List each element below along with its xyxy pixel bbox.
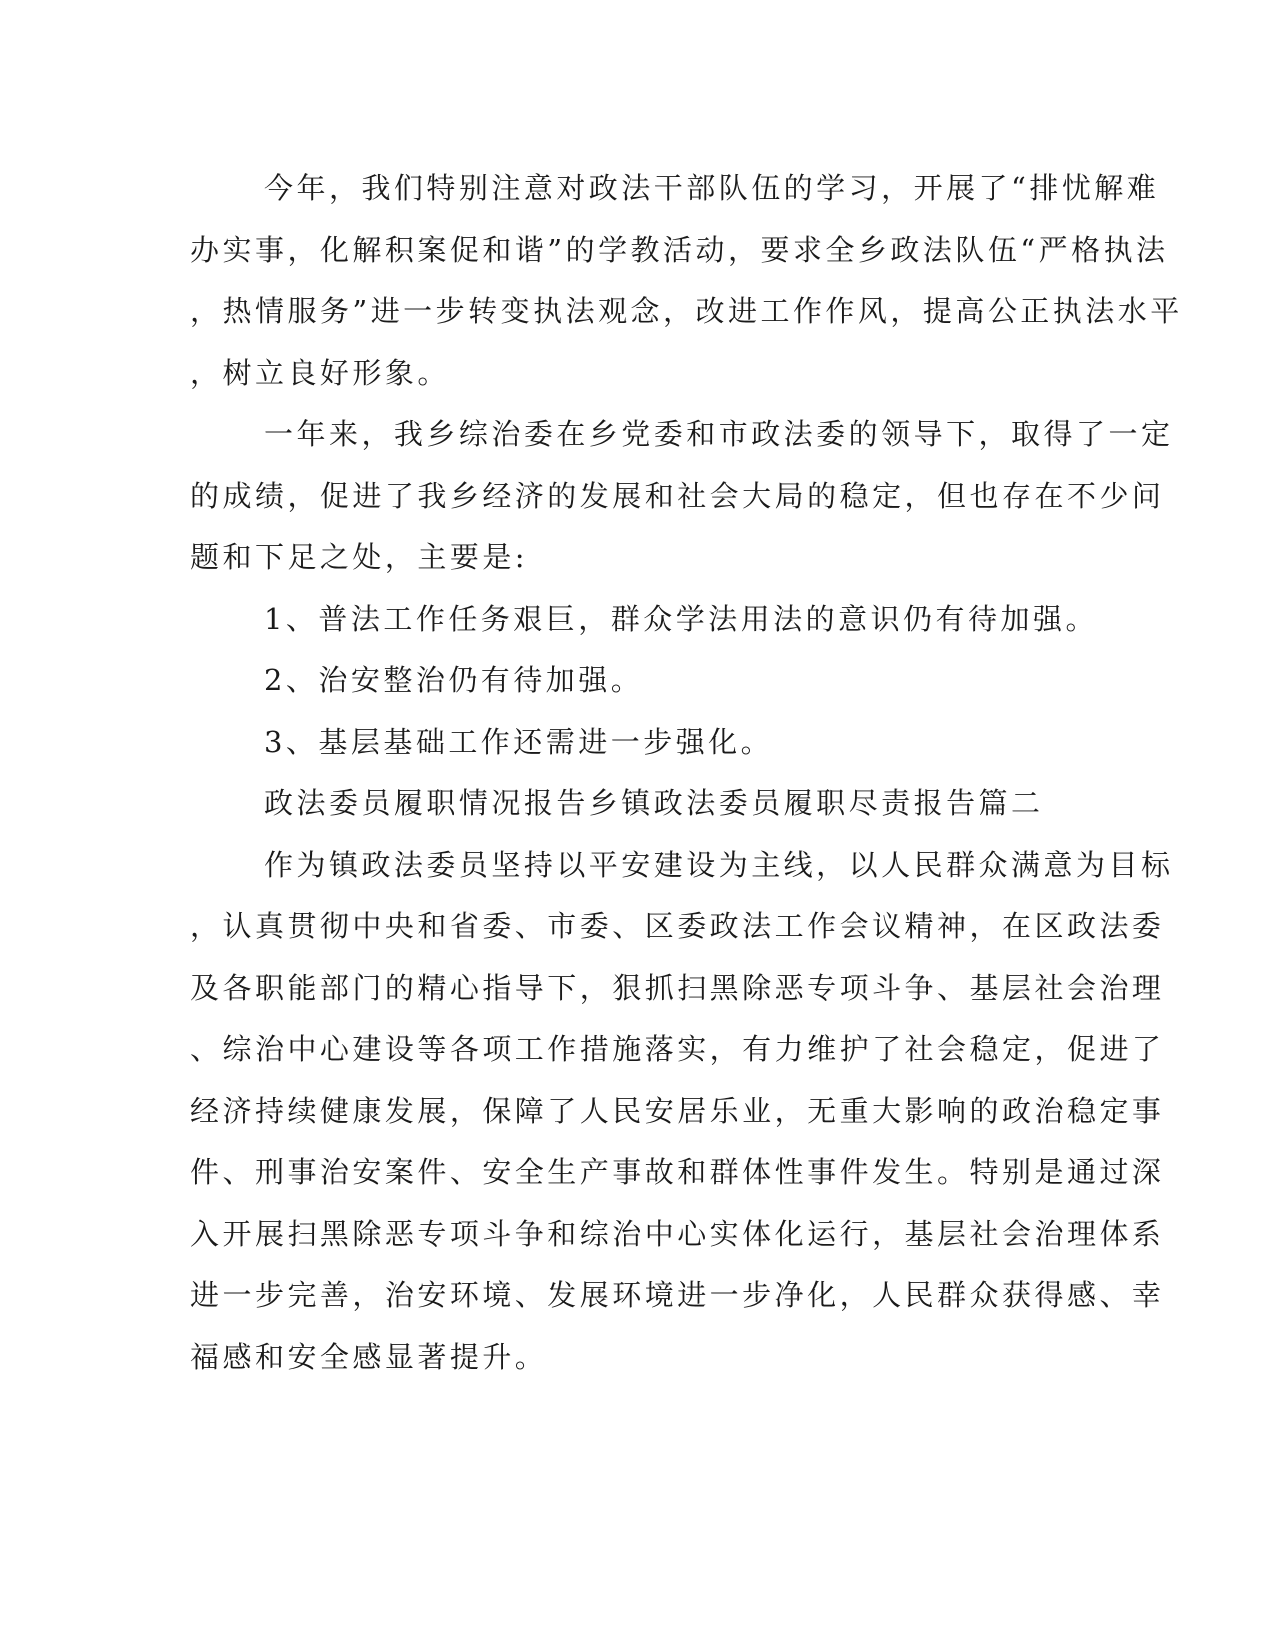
text-line-15: 、综治中心建设等各项工作措施落实，有力维护了社会稳定，促进了 (190, 1032, 1165, 1066)
text-line-14: 及各职能部门的精心指导下，狠抓扫黑除恶专项斗争、基层社会治理 (190, 970, 1165, 1005)
document-body (190, 158, 1183, 1388)
text-line-20: 福感和安全感显著提升。 (190, 1339, 548, 1374)
text-line-12: 作为镇政法委员坚持以平安建设为主线，以人民群众满意为目标 (264, 847, 1174, 882)
text-line-17: 件、刑事治安案件、安全生产事故和群体性事件发生。特别是通过深 (190, 1155, 1165, 1189)
list-item-2: 2、治安整治仍有待加强。 (264, 663, 644, 697)
text-line-6: 的成绩，促进了我乡经济的发展和社会大局的稳定，但也存在不少问 (190, 478, 1165, 513)
text-line-3: ，热情服务”进一步转变执法观念，改进工作作风，提高公正执法水平 (190, 294, 1183, 328)
text-line-2: 办实事，化解积案促和谐”的学教活动，要求全乡政法队伍“严格执法 (190, 232, 1169, 267)
text-line-16: 经济持续健康发展，保障了人民安居乐业，无重大影响的政治稳定事 (190, 1093, 1165, 1128)
section-heading: 政法委员履职情况报告乡镇政法委员履职尽责报告篇二 (264, 786, 1044, 820)
text-line-13: ，认真贯彻中央和省委、市委、区委政法工作会议精神，在区政法委 (190, 909, 1165, 943)
list-item-3: 3、基层基础工作还需进一步强化。 (264, 724, 774, 759)
list-item-1: 1、普法工作任务艰巨，群众学法用法的意识仍有待加强。 (264, 601, 1098, 636)
text-line-4: ，树立良好形象。 (190, 355, 450, 390)
text-line-5: 一年来，我乡综治委在乡党委和市政法委的领导下，取得了一定 (264, 417, 1174, 451)
text-line-18: 入开展扫黑除恶专项斗争和综治中心实体化运行，基层社会治理体系 (190, 1216, 1165, 1251)
text-line-19: 进一步完善，治安环境、发展环境进一步净化，人民群众获得感、幸 (190, 1278, 1165, 1312)
text-line-7: 题和下足之处，主要是: (190, 540, 529, 574)
text-line-1: 今年，我们特别注意对政法干部队伍的学习，开展了“排忧解难 (264, 171, 1160, 205)
